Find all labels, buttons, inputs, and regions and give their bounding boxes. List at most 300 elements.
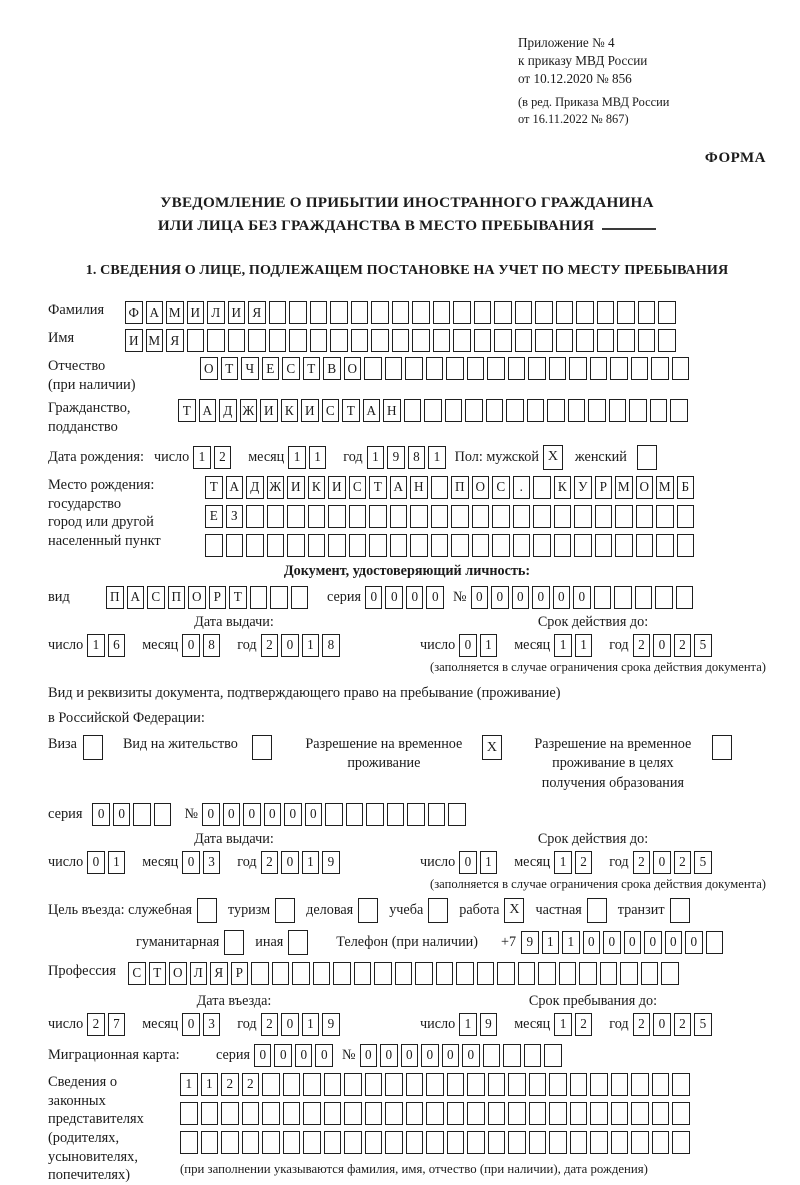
char-box[interactable]: 9 [387,446,405,469]
char-box[interactable] [447,1131,465,1154]
char-box[interactable] [465,399,483,422]
char-box[interactable] [672,1102,690,1125]
char-box[interactable]: 0 [471,586,489,609]
char-box[interactable] [346,803,364,826]
char-box[interactable]: 0 [459,851,477,874]
char-box[interactable]: К [554,476,572,499]
char-box[interactable] [426,357,444,380]
char-box[interactable] [472,505,490,528]
char-box[interactable] [488,1131,506,1154]
char-box[interactable] [544,1044,562,1067]
char-box[interactable] [154,803,172,826]
char-box[interactable] [513,534,531,557]
char-box[interactable]: 0 [442,1044,460,1067]
char-box[interactable]: 0 [653,851,671,874]
char-box[interactable] [221,1131,239,1154]
char-box[interactable] [474,329,492,352]
char-box[interactable] [395,962,413,985]
char-box[interactable]: Ч [241,357,259,380]
char-box[interactable] [433,329,451,352]
char-box[interactable]: Т [303,357,321,380]
char-box[interactable]: 0 [223,803,241,826]
char-box[interactable] [615,534,633,557]
char-box[interactable] [325,803,343,826]
char-box[interactable]: К [308,476,326,499]
char-box[interactable] [287,505,305,528]
char-box[interactable] [676,586,694,609]
char-box[interactable] [636,505,654,528]
char-box[interactable] [324,1131,342,1154]
char-box[interactable] [448,803,466,826]
char-box[interactable] [410,534,428,557]
char-box[interactable] [570,1131,588,1154]
char-box[interactable] [246,505,264,528]
char-box[interactable] [344,1073,362,1096]
char-box[interactable] [415,962,433,985]
char-box[interactable]: Л [207,301,225,324]
char-box[interactable] [365,1131,383,1154]
char-box[interactable]: С [492,476,510,499]
char-box[interactable] [467,1131,485,1154]
char-box[interactable] [289,301,307,324]
char-box[interactable]: О [472,476,490,499]
purpose-chastnaya-checkbox[interactable] [587,898,607,923]
char-box[interactable]: Н [383,399,401,422]
char-box[interactable]: 0 [365,586,383,609]
char-box[interactable] [267,534,285,557]
char-box[interactable]: 7 [108,1013,126,1036]
char-box[interactable] [456,962,474,985]
char-box[interactable] [447,1102,465,1125]
char-box[interactable]: 8 [203,634,221,657]
char-box[interactable] [569,357,587,380]
char-box[interactable] [547,399,565,422]
char-box[interactable]: С [282,357,300,380]
char-box[interactable] [611,1073,629,1096]
char-box[interactable]: 2 [87,1013,105,1036]
char-box[interactable] [568,399,586,422]
char-box[interactable]: 0 [360,1044,378,1067]
char-box[interactable]: П [451,476,469,499]
char-box[interactable]: А [199,399,217,422]
char-box[interactable] [272,962,290,985]
char-box[interactable]: 0 [254,1044,272,1067]
char-box[interactable] [533,505,551,528]
char-box[interactable] [354,962,372,985]
char-box[interactable] [503,1044,521,1067]
char-box[interactable]: О [169,962,187,985]
char-box[interactable] [631,1073,649,1096]
char-box[interactable]: 0 [380,1044,398,1067]
char-box[interactable] [292,962,310,985]
char-box[interactable] [431,534,449,557]
char-box[interactable] [431,476,449,499]
char-box[interactable] [590,1131,608,1154]
char-box[interactable]: 0 [512,586,530,609]
char-box[interactable]: О [200,357,218,380]
char-box[interactable] [631,1131,649,1154]
char-box[interactable] [228,329,246,352]
char-box[interactable] [269,329,287,352]
char-box[interactable]: А [390,476,408,499]
char-box[interactable]: 2 [221,1073,239,1096]
char-box[interactable] [656,534,674,557]
char-box[interactable] [412,329,430,352]
char-box[interactable]: 2 [674,634,692,657]
char-box[interactable]: 0 [401,1044,419,1067]
char-box[interactable] [508,1102,526,1125]
char-box[interactable] [629,399,647,422]
char-box[interactable] [303,1073,321,1096]
char-box[interactable] [221,1102,239,1125]
char-box[interactable] [488,1102,506,1125]
char-box[interactable] [431,505,449,528]
char-box[interactable]: 0 [281,1013,299,1036]
char-box[interactable] [506,399,524,422]
char-box[interactable] [518,962,536,985]
char-box[interactable] [652,1102,670,1125]
char-box[interactable]: Т [149,962,167,985]
char-box[interactable]: Я [166,329,184,352]
char-box[interactable]: 5 [694,634,712,657]
char-box[interactable] [528,357,546,380]
char-box[interactable] [447,1073,465,1096]
purpose-delovaya-checkbox[interactable] [358,898,378,923]
char-box[interactable] [207,329,225,352]
char-box[interactable] [508,1131,526,1154]
char-box[interactable]: 1 [302,1013,320,1036]
char-box[interactable]: 2 [261,1013,279,1036]
char-box[interactable]: . [513,476,531,499]
char-box[interactable] [180,1131,198,1154]
char-box[interactable] [310,301,328,324]
char-box[interactable] [554,505,572,528]
char-box[interactable]: 1 [201,1073,219,1096]
char-box[interactable] [351,301,369,324]
char-box[interactable] [369,505,387,528]
char-box[interactable] [617,301,635,324]
char-box[interactable] [308,534,326,557]
char-box[interactable] [483,1044,501,1067]
char-box[interactable]: О [344,357,362,380]
char-box[interactable] [524,1044,542,1067]
char-box[interactable] [652,1073,670,1096]
char-box[interactable]: У [574,476,592,499]
char-box[interactable] [412,301,430,324]
char-box[interactable]: 1 [480,634,498,657]
char-box[interactable] [538,962,556,985]
char-box[interactable] [556,329,574,352]
char-box[interactable] [324,1073,342,1096]
char-box[interactable] [635,586,653,609]
char-box[interactable]: 0 [281,851,299,874]
char-box[interactable]: Ф [125,301,143,324]
char-box[interactable] [474,301,492,324]
char-box[interactable]: 0 [583,931,601,954]
char-box[interactable] [658,329,676,352]
char-box[interactable] [620,962,638,985]
char-box[interactable]: 9 [521,931,539,954]
char-box[interactable]: Д [219,399,237,422]
purpose-gumanitarnaya-checkbox[interactable] [224,930,244,955]
char-box[interactable] [287,534,305,557]
char-box[interactable] [392,301,410,324]
char-box[interactable] [407,803,425,826]
char-box[interactable] [365,1073,383,1096]
char-box[interactable] [638,329,656,352]
char-box[interactable]: 1 [554,1013,572,1036]
char-box[interactable] [535,301,553,324]
char-box[interactable] [672,1073,690,1096]
char-box[interactable]: 1 [180,1073,198,1096]
char-box[interactable] [529,1102,547,1125]
char-box[interactable]: Ж [267,476,285,499]
char-box[interactable]: 1 [367,446,385,469]
char-box[interactable] [650,399,668,422]
char-box[interactable] [611,1131,629,1154]
char-box[interactable]: Я [210,962,228,985]
char-box[interactable] [404,399,422,422]
char-box[interactable] [477,962,495,985]
char-box[interactable] [369,534,387,557]
char-box[interactable]: 1 [542,931,560,954]
char-box[interactable] [527,399,545,422]
char-box[interactable]: 2 [575,1013,593,1036]
char-box[interactable] [467,357,485,380]
char-box[interactable] [472,534,490,557]
char-box[interactable]: 8 [322,634,340,657]
char-box[interactable] [392,329,410,352]
char-box[interactable] [494,329,512,352]
char-box[interactable]: 1 [108,851,126,874]
char-box[interactable] [262,1102,280,1125]
char-box[interactable] [594,586,612,609]
char-box[interactable] [330,329,348,352]
char-box[interactable]: 1 [87,634,105,657]
char-box[interactable] [631,357,649,380]
char-box[interactable] [467,1102,485,1125]
char-box[interactable] [570,1073,588,1096]
char-box[interactable] [303,1131,321,1154]
char-box[interactable] [638,301,656,324]
char-box[interactable]: А [363,399,381,422]
char-box[interactable]: З [226,505,244,528]
char-box[interactable] [615,505,633,528]
char-box[interactable] [371,329,389,352]
char-box[interactable]: 0 [459,634,477,657]
char-box[interactable]: 0 [315,1044,333,1067]
char-box[interactable]: Д [246,476,264,499]
char-box[interactable] [405,357,423,380]
char-box[interactable]: Т [178,399,196,422]
purpose-sluzhebnaya-checkbox[interactable] [197,898,217,923]
char-box[interactable] [651,357,669,380]
char-box[interactable]: 0 [603,931,621,954]
char-box[interactable]: 0 [113,803,131,826]
char-box[interactable] [242,1102,260,1125]
char-box[interactable] [366,803,384,826]
char-box[interactable]: 2 [674,1013,692,1036]
char-box[interactable]: 1 [302,851,320,874]
char-box[interactable]: И [260,399,278,422]
char-box[interactable] [610,357,628,380]
char-box[interactable] [201,1131,219,1154]
char-box[interactable] [390,534,408,557]
char-box[interactable] [406,1073,424,1096]
char-box[interactable]: 1 [428,446,446,469]
char-box[interactable] [617,329,635,352]
char-box[interactable] [451,505,469,528]
char-box[interactable] [201,1102,219,1125]
char-box[interactable] [344,1102,362,1125]
char-box[interactable] [446,357,464,380]
char-box[interactable]: Е [205,505,223,528]
char-box[interactable]: 0 [406,586,424,609]
char-box[interactable] [270,586,288,609]
sex-male-checkbox[interactable]: X [543,445,563,470]
char-box[interactable] [574,505,592,528]
char-box[interactable] [424,399,442,422]
char-box[interactable] [658,301,676,324]
char-box[interactable] [508,357,526,380]
char-box[interactable]: 2 [242,1073,260,1096]
char-box[interactable] [529,1131,547,1154]
char-box[interactable] [486,399,504,422]
char-box[interactable]: 0 [264,803,282,826]
char-box[interactable] [661,962,679,985]
char-box[interactable] [513,505,531,528]
char-box[interactable] [655,586,673,609]
char-box[interactable]: 8 [408,446,426,469]
char-box[interactable] [590,357,608,380]
char-box[interactable] [349,505,367,528]
char-box[interactable]: 0 [491,586,509,609]
visa-checkbox[interactable] [83,735,103,760]
char-box[interactable] [283,1102,301,1125]
char-box[interactable]: 2 [633,634,651,657]
char-box[interactable]: 2 [261,851,279,874]
char-box[interactable]: А [226,476,244,499]
char-box[interactable] [289,329,307,352]
char-box[interactable] [445,399,463,422]
char-box[interactable]: С [349,476,367,499]
char-box[interactable] [515,329,533,352]
char-box[interactable] [365,1102,383,1125]
char-box[interactable]: И [125,329,143,352]
char-box[interactable]: О [636,476,654,499]
char-box[interactable] [385,357,403,380]
char-box[interactable] [283,1131,301,1154]
char-box[interactable]: Т [369,476,387,499]
char-box[interactable] [570,1102,588,1125]
char-box[interactable] [706,931,724,954]
char-box[interactable] [426,1102,444,1125]
char-box[interactable]: И [228,301,246,324]
char-box[interactable]: 5 [694,851,712,874]
char-box[interactable]: 0 [644,931,662,954]
char-box[interactable]: М [166,301,184,324]
char-box[interactable]: 2 [633,851,651,874]
char-box[interactable]: 1 [459,1013,477,1036]
purpose-turizm-checkbox[interactable] [275,898,295,923]
char-box[interactable] [488,1073,506,1096]
char-box[interactable] [310,329,328,352]
char-box[interactable] [579,962,597,985]
char-box[interactable]: 1 [309,446,327,469]
char-box[interactable] [390,505,408,528]
char-box[interactable]: 0 [281,634,299,657]
char-box[interactable] [595,505,613,528]
char-box[interactable] [328,534,346,557]
char-box[interactable]: А [127,586,145,609]
char-box[interactable] [267,505,285,528]
char-box[interactable]: 2 [214,446,232,469]
char-box[interactable] [677,505,695,528]
char-box[interactable] [609,399,627,422]
char-box[interactable]: П [168,586,186,609]
char-box[interactable] [677,534,695,557]
char-box[interactable]: М [656,476,674,499]
char-box[interactable]: 2 [261,634,279,657]
char-box[interactable] [453,301,471,324]
char-box[interactable] [262,1073,280,1096]
char-box[interactable] [652,1131,670,1154]
char-box[interactable]: 0 [202,803,220,826]
char-box[interactable]: 0 [274,1044,292,1067]
char-box[interactable]: М [146,329,164,352]
char-box[interactable] [631,1102,649,1125]
char-box[interactable]: 1 [575,634,593,657]
char-box[interactable]: Т [221,357,239,380]
char-box[interactable]: В [323,357,341,380]
char-box[interactable] [600,962,618,985]
char-box[interactable] [549,357,567,380]
char-box[interactable] [533,534,551,557]
char-box[interactable] [641,962,659,985]
char-box[interactable]: С [128,962,146,985]
char-box[interactable] [549,1131,567,1154]
char-box[interactable]: Ж [240,399,258,422]
char-box[interactable] [559,962,577,985]
char-box[interactable]: 0 [653,634,671,657]
char-box[interactable] [333,962,351,985]
char-box[interactable]: Б [677,476,695,499]
char-box[interactable]: 0 [573,586,591,609]
residence-permit-checkbox[interactable] [252,735,272,760]
char-box[interactable] [436,962,454,985]
purpose-tranzit-checkbox[interactable] [670,898,690,923]
sex-female-checkbox[interactable] [637,445,657,470]
char-box[interactable]: 0 [462,1044,480,1067]
char-box[interactable] [494,301,512,324]
char-box[interactable] [497,962,515,985]
char-box[interactable] [611,1102,629,1125]
char-box[interactable] [590,1102,608,1125]
char-box[interactable]: 0 [87,851,105,874]
char-box[interactable]: 0 [553,586,571,609]
char-box[interactable] [406,1131,424,1154]
char-box[interactable]: К [281,399,299,422]
char-box[interactable]: Р [595,476,613,499]
char-box[interactable]: 0 [624,931,642,954]
char-box[interactable] [590,1073,608,1096]
char-box[interactable]: 1 [554,851,572,874]
char-box[interactable]: 2 [575,851,593,874]
char-box[interactable]: И [187,301,205,324]
purpose-rabota-checkbox[interactable]: X [504,898,524,923]
char-box[interactable] [187,329,205,352]
char-box[interactable] [554,534,572,557]
